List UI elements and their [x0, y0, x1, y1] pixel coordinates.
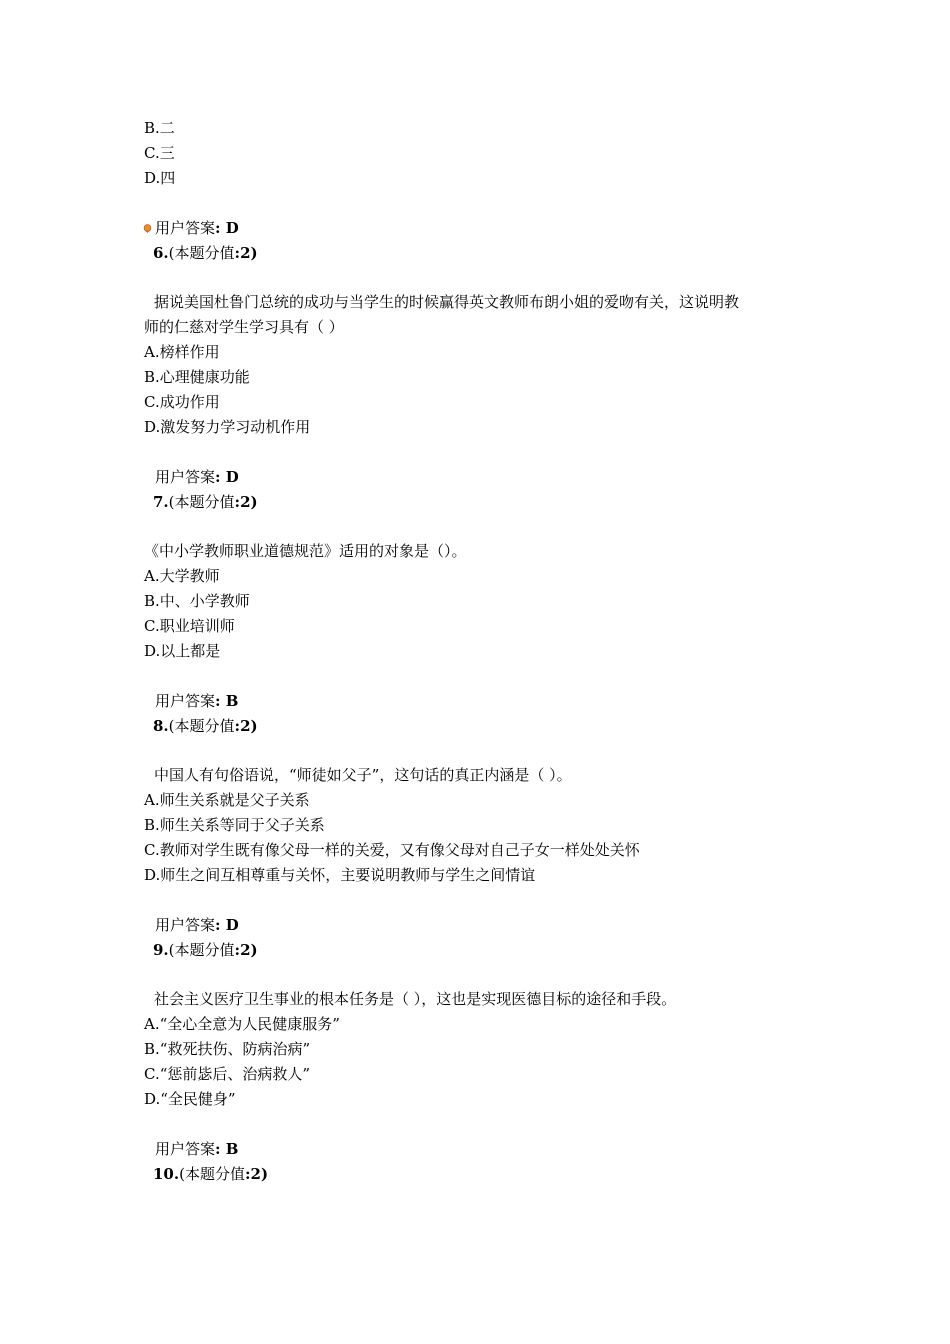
q6-stem-line1: 据说美国杜鲁门总统的成功与当学生的时候赢得英文教师布朗小姐的爱吻有关，这说明教	[154, 293, 740, 311]
q5-user-answer	[155, 218, 239, 238]
q8-stem-line1: 中国人有句俗语说，“师徒如父子”，这句话的真正内涵是（ ）。	[154, 766, 572, 784]
q6-user-answer	[155, 467, 239, 487]
score-prefix: (本题分值	[168, 244, 235, 262]
q7-option-a: A.大学教师	[144, 567, 220, 585]
score-prefix: (本题分值	[168, 941, 235, 959]
question-number: 7.	[153, 493, 169, 511]
q8-option-a: A.师生关系就是父子关系	[144, 791, 310, 809]
q9-option-d: D.“全民健身”	[144, 1090, 236, 1108]
q8-user-answer	[155, 915, 239, 935]
score-prefix: (本题分值	[168, 717, 235, 735]
q6-option-d: D.激发努力学习动机作用	[144, 418, 311, 436]
answer-separator: :	[215, 916, 226, 934]
score-value: :2)	[234, 941, 258, 959]
answer-value: B	[225, 1140, 239, 1158]
q9-user-answer	[155, 1139, 238, 1159]
answer-separator: :	[215, 692, 226, 710]
answer-label: 用户答案	[155, 468, 216, 486]
q6-option-a: A.榜样作用	[144, 343, 220, 361]
answer-value: B	[225, 692, 239, 710]
answer-separator: :	[215, 219, 226, 237]
q7-option-b: B.中、小学教师	[144, 592, 250, 610]
q9-stem-line1: 社会主义医疗卫生事业的根本任务是（ ），这也是实现医德目标的途径和手段。	[154, 990, 677, 1008]
q10-header	[153, 1164, 268, 1184]
answer-separator: :	[215, 468, 226, 486]
q7-option-d: D.以上都是	[144, 642, 221, 660]
answer-separator: :	[215, 1140, 226, 1158]
question-number: 6.	[153, 244, 169, 262]
question-number: 9.	[153, 941, 169, 959]
q5-option-d: D.四	[144, 169, 176, 187]
answer-label: 用户答案	[155, 692, 216, 710]
q8-option-b: B.师生关系等同于父子关系	[144, 816, 325, 834]
score-value: :2)	[234, 717, 258, 735]
q8-option-c: C.教师对学生既有像父母一样的关爱，又有像父母对自己子女一样处处关怀	[144, 841, 640, 859]
q8-option-d: D.师生之间互相尊重与关怀，主要说明教师与学生之间情谊	[144, 866, 536, 884]
q7-header	[153, 492, 258, 512]
score-value: :2)	[244, 1165, 269, 1183]
q5-option-c: C.三	[144, 144, 175, 162]
q8-header	[153, 716, 258, 736]
answer-label: 用户答案	[155, 1140, 216, 1158]
answer-value: D	[225, 916, 239, 934]
answer-value: D	[225, 219, 239, 237]
score-value: :2)	[234, 244, 258, 262]
answer-label: 用户答案	[155, 219, 216, 237]
q5-option-b: B.二	[144, 119, 175, 137]
q9-option-b: B.“救死扶伤、防病治病”	[144, 1040, 311, 1058]
score-value: :2)	[234, 493, 258, 511]
q7-stem-line1: 《中小学教师职业道德规范》适用的对象是（）。	[144, 542, 467, 560]
q6-option-b: B.心理健康功能	[144, 368, 250, 386]
answer-label: 用户答案	[155, 916, 216, 934]
q7-user-answer	[155, 691, 238, 711]
q9-option-c: C.“惩前毖后、治病救人”	[144, 1065, 311, 1083]
score-prefix: (本题分值	[179, 1165, 245, 1183]
q7-option-c: C.职业培训师	[144, 617, 235, 635]
score-prefix: (本题分值	[168, 493, 235, 511]
q6-header	[153, 243, 258, 263]
q9-option-a: A.“全心全意为人民健康服务”	[144, 1015, 340, 1033]
question-number: 8.	[153, 717, 169, 735]
q6-stem-line2: 师的仁慈对学生学习具有（ ）	[144, 318, 344, 336]
q6-option-c: C.成功作用	[144, 393, 220, 411]
q9-header	[153, 940, 258, 960]
question-number: 10.	[153, 1165, 180, 1183]
answer-value: D	[225, 468, 239, 486]
orange-bullet-icon	[143, 224, 152, 233]
